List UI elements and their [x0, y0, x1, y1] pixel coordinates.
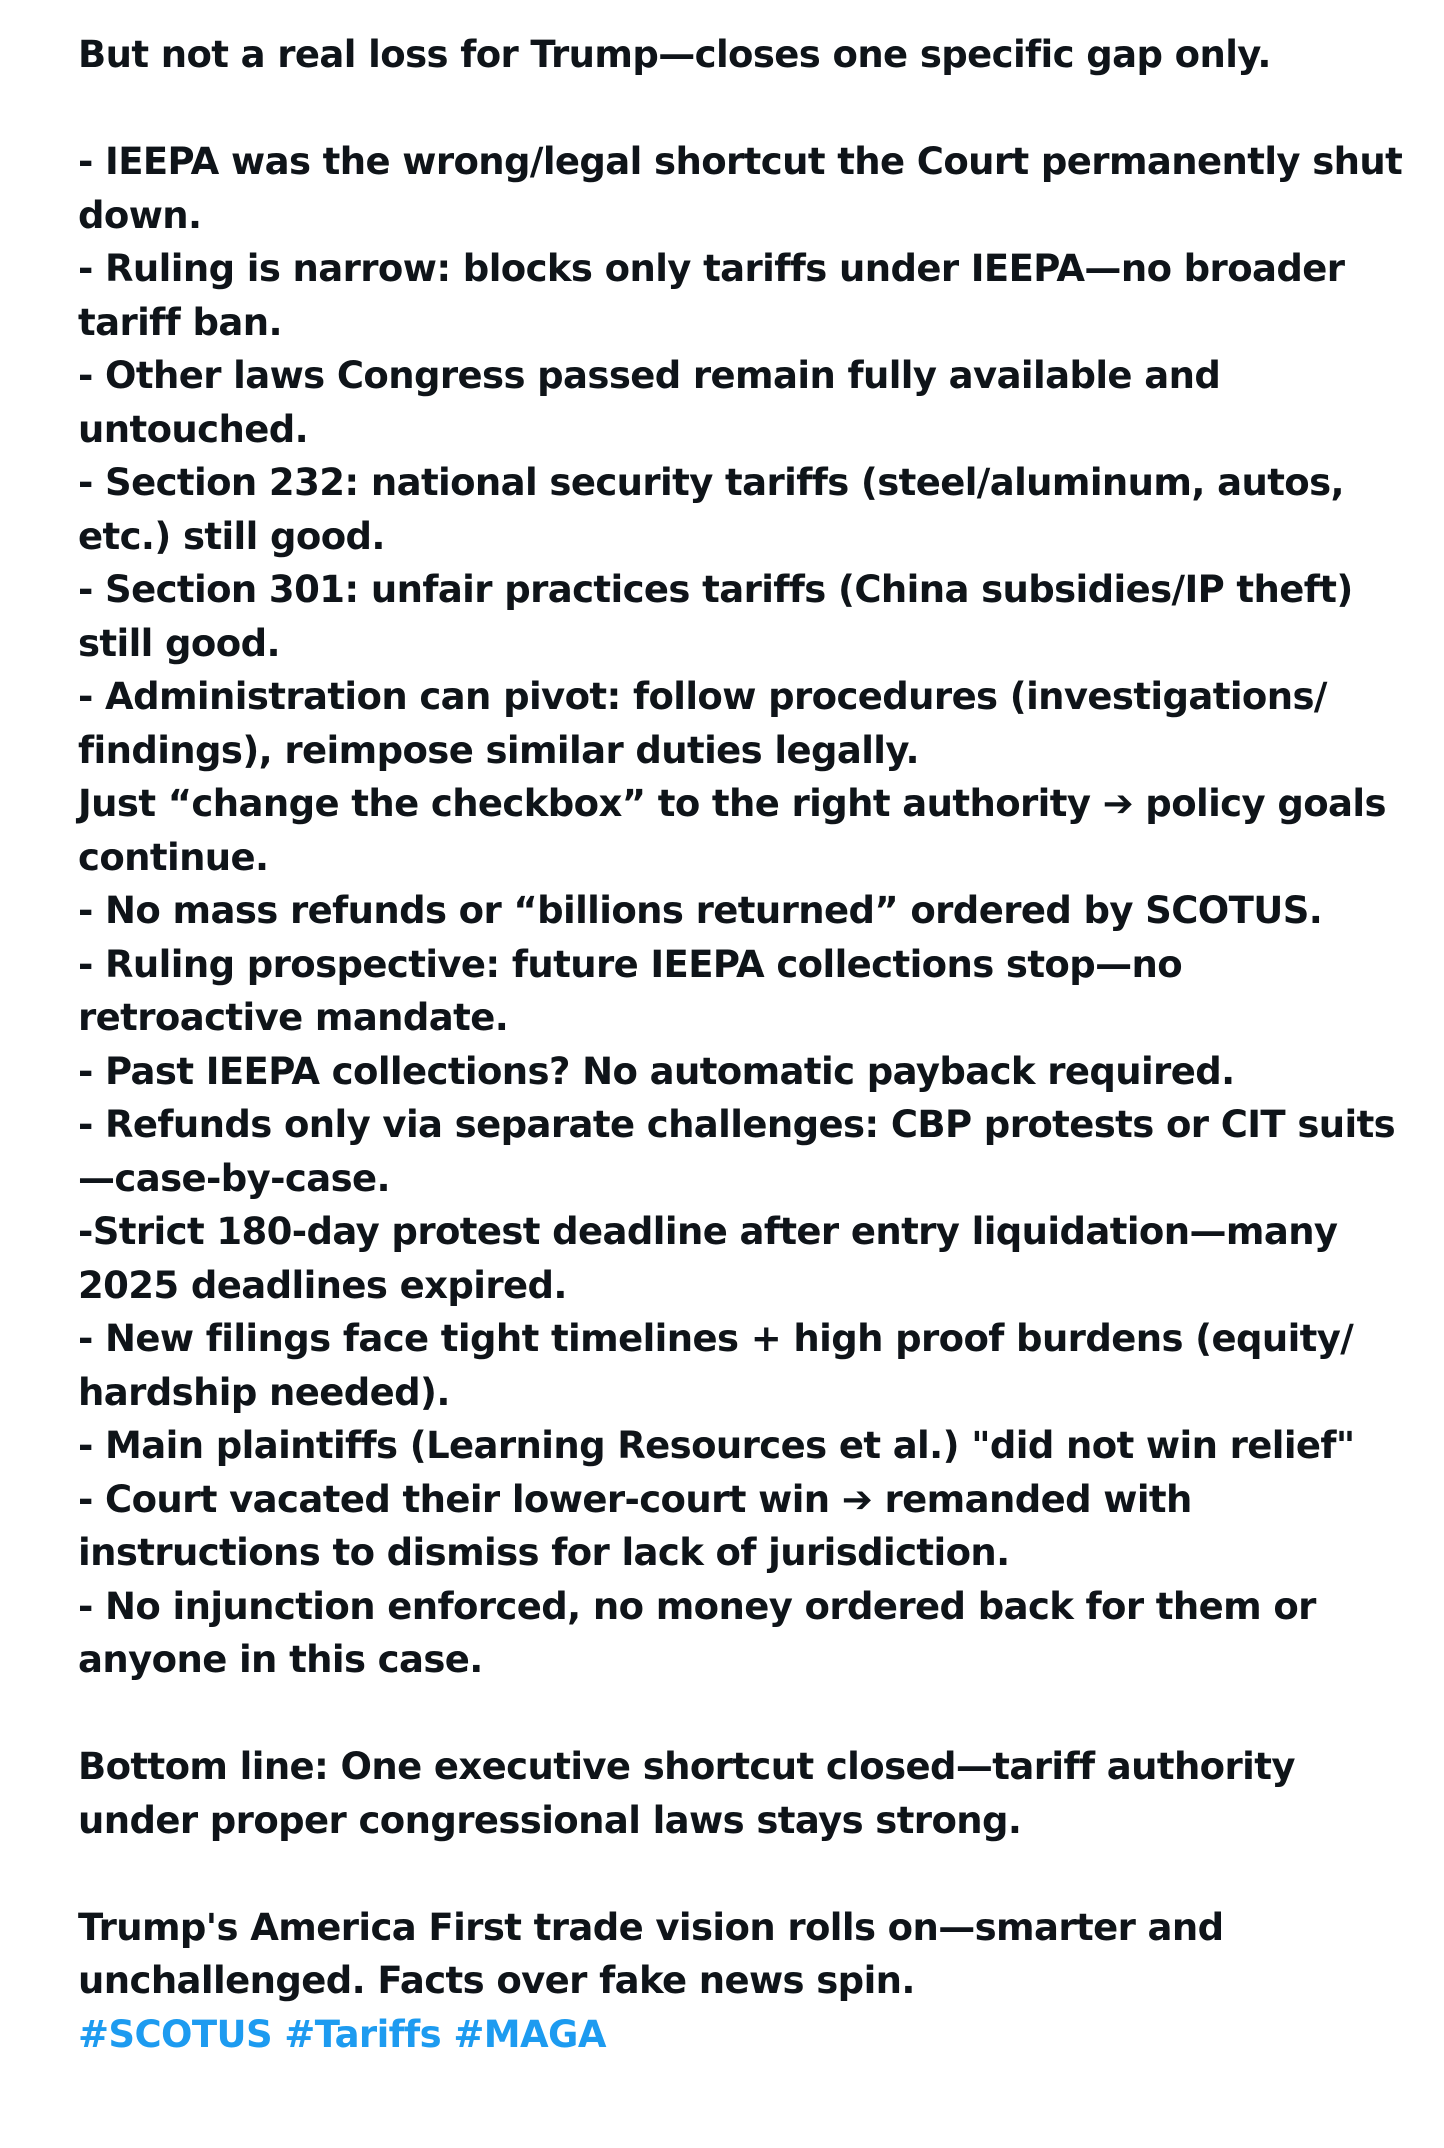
- post-line: - Past IEEPA collections? No automatic payback required.: [78, 1049, 1235, 1093]
- hashtag-tariffs[interactable]: #Tariffs: [284, 2012, 442, 2056]
- post-line: - Section 301: unfair practices tariffs (China subsidies/IP theft): [78, 568, 1353, 611]
- post-line: - Ruling is narrow: blocks only tariffs under IEEPA—no broader: [78, 247, 1345, 290]
- post-line: anyone in this case.: [78, 1638, 483, 1681]
- post-line: Just “change the checkbox” to the right authority ➔ policy goals: [78, 782, 1386, 825]
- post-text: [78, 28, 1403, 2008]
- post-line: - Refunds only via separate challenges: CBP protests or CIT suits: [78, 1103, 1396, 1146]
- post-line: -Strict 180-day protest deadline after entry liquidation—many: [78, 1210, 1338, 1253]
- post-line: - No injunction enforced, no money ordered back for them or: [78, 1584, 1316, 1628]
- post-line: still good.: [78, 621, 280, 665]
- post-line: Bottom line: One executive shortcut closed—tariff authority: [78, 1745, 1295, 1788]
- post-line: - Section 232: national security tariffs (steel/aluminum, autos,: [78, 461, 1344, 504]
- post-line: instructions to dismiss for lack of jurisdiction.: [78, 1531, 1010, 1574]
- paragraph-break: [78, 82, 1368, 136]
- post-line: unchallenged. Facts over fake news spin.: [78, 1959, 915, 2002]
- paragraph-break: [78, 1847, 1368, 1901]
- post-line: - Other laws Congress passed remain fully available and: [78, 354, 1221, 397]
- post-line: findings), reimpose similar duties legally.: [78, 728, 919, 772]
- post-line: - No mass refunds or “billions returned” ordered by SCOTUS.: [78, 889, 1323, 932]
- post-line: - Main plaintiffs (Learning Resources et al.) "did not win relief": [78, 1424, 1355, 1467]
- hashtag-row: [78, 2008, 1368, 2062]
- post-line: - Court vacated their lower-court win ➔ remanded with: [78, 1477, 1192, 1521]
- post-line: 2025 deadlines expired.: [78, 1263, 567, 1307]
- post-line: - Administration can pivot: follow procedures (investigations/: [78, 675, 1327, 718]
- post-line: tariff ban.: [78, 300, 282, 344]
- post-body: [78, 28, 1403, 2061]
- post-line: retroactive mandate.: [78, 996, 509, 1039]
- post-line: - IEEPA was the wrong/legal shortcut the Court permanently shut: [78, 140, 1403, 183]
- hashtag-maga[interactable]: #MAGA: [453, 2012, 606, 2056]
- post-line: —case-by-case.: [78, 1156, 391, 1200]
- post-line: - New filings face tight timelines + high proof burdens (equity/: [78, 1317, 1354, 1360]
- post-line: - Ruling prospective: future IEEPA collections stop—no: [78, 942, 1183, 986]
- post-line: under proper congressional laws stays strong.: [78, 1798, 1022, 1842]
- post-line: untouched.: [78, 407, 309, 451]
- post-line: hardship needed).: [78, 1370, 450, 1414]
- post-line: etc.) still good.: [78, 514, 385, 558]
- post-line: down.: [78, 193, 202, 237]
- hashtag-scotus[interactable]: #SCOTUS: [78, 2012, 272, 2056]
- paragraph-break: [78, 1687, 1368, 1741]
- post-line: Trump's America First trade vision rolls on—smarter and: [78, 1905, 1224, 1949]
- post-line: continue.: [78, 835, 269, 879]
- post-line: But not a real loss for Trump—closes one specific gap only.: [78, 33, 1271, 76]
